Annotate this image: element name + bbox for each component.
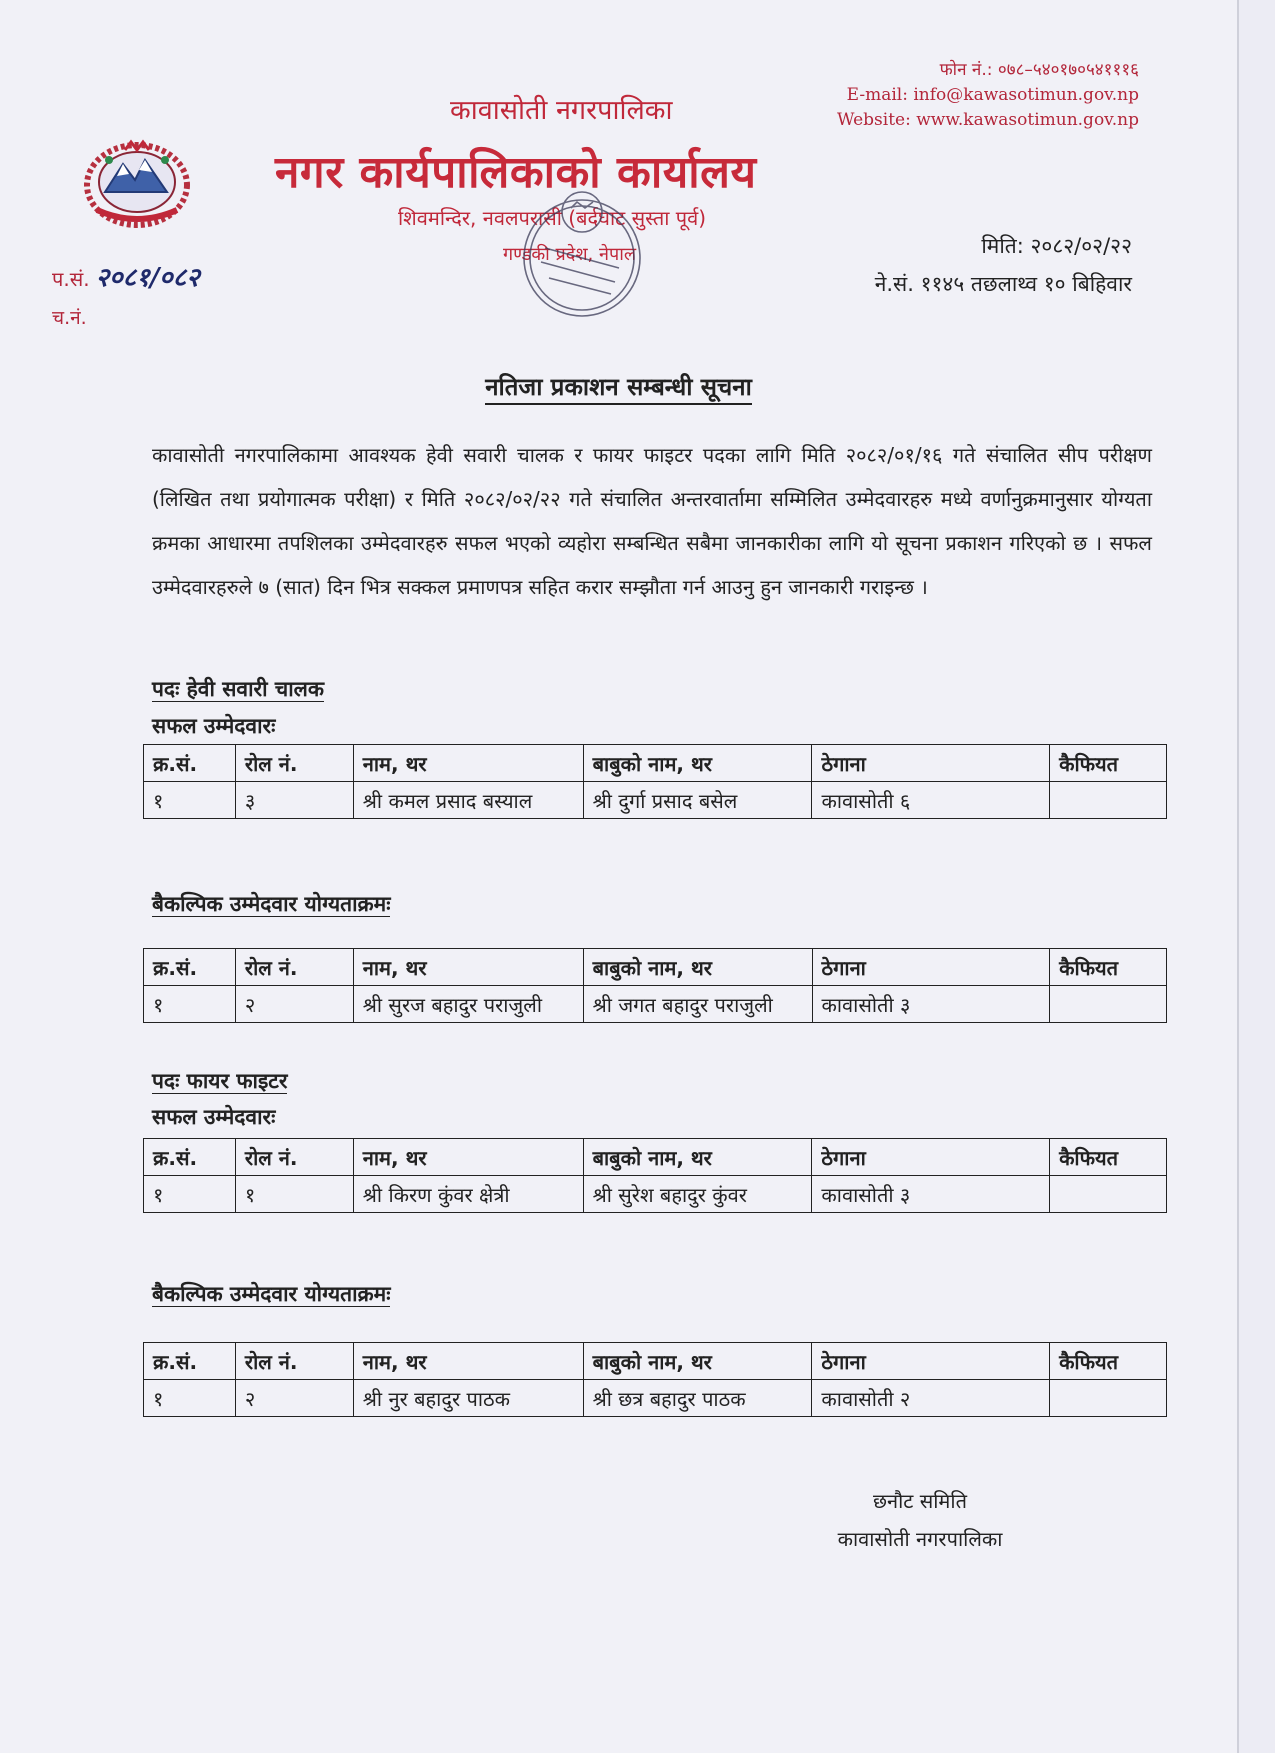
nepal-emblem-icon xyxy=(75,130,200,230)
website-address: Website: www.kawasotimun.gov.np xyxy=(837,110,1139,130)
alternate-label: बैकल्पिक उम्मेदवार योग्यताक्रमः xyxy=(152,892,391,916)
results-table xyxy=(143,744,1167,819)
committee-name: छनौट समिति xyxy=(873,1489,967,1513)
table-row: १ ३ श्री कमल प्रसाद बस्याल श्री दुर्गा प्रसाद बसेल कावासोती ६ xyxy=(144,782,1167,819)
header-roll: रोल नं. xyxy=(235,745,353,782)
results-table xyxy=(143,1342,1167,1417)
notice-title xyxy=(0,370,1237,403)
header-address: ठेगाना xyxy=(812,745,1050,782)
header-serial: क्र.सं. xyxy=(144,745,236,782)
table-row: १ १ श्री किरण कुंवर क्षेत्री श्री सुरेश बहादुर कुंवर कावासोती ३ xyxy=(144,1176,1167,1213)
address-line-2: गण्डकी प्रदेश, नेपाल xyxy=(503,244,637,265)
contact-info xyxy=(837,58,1139,133)
header-remarks: कैफियत xyxy=(1050,745,1167,782)
table-row: १ २ श्री सुरज बहादुर पराजुली श्री जगत बहादुर पराजुली कावासोती ३ xyxy=(144,986,1167,1023)
date-block xyxy=(875,227,1132,303)
address-line-1: शिवमन्दिर, नवलपरासी (बर्दघाट सुस्ता पूर्व) xyxy=(398,206,707,230)
email-address: E-mail: info@kawasotimun.gov.np xyxy=(846,85,1139,105)
notice-body: कावासोती नगरपालिकामा आवश्यक हेवी सवारी चालक र फायर फाइटर पदका लागि मिति २०८२/०१/१६ गते संचालित सीप परीक्षण (लिखित तथा प्रयोगात्मक परीक्षा) र मिति २०८२/०२/२२ गते संचालित अन्तरवार्तामा सम्मिलित उम्मेदवारहरु मध्ये वर्णानुक्रमानुसार योग्यता क्रमका आधारमा तपशिलका उम्मेदवारहरु सफल भएको व्यहोरा सम्बन्धित सबैमा जानकारीका लागि यो सूचना प्रकाशन गरिएको छ । सफल उम्मेदवारहरुले ७ (सात) दिन भित्र सक्कल प्रमाणपत्र सहित करार सम्झौता गर्न आउनु हुन जानकारी गराइन्छ । xyxy=(152,443,1152,599)
alternate-label: बैकल्पिक उम्मेदवार योग्यताक्रमः xyxy=(152,1282,391,1306)
successful-label: सफल उम्मेदवारः xyxy=(152,714,276,738)
date-line-2: ने.सं. ११४५ तछलाथ्व १० बिहिवार xyxy=(874,272,1132,296)
results-table xyxy=(143,948,1167,1023)
successful-label: सफल उम्मेदवारः xyxy=(152,1105,276,1129)
office-title: नगर कार्यपालिकाको कार्यालय xyxy=(275,147,757,198)
post-heading: पदः फायर फाइटर xyxy=(152,1069,288,1093)
phone-number: फोन नं.: ०७८–५४०१७०५४१११६ xyxy=(939,60,1139,80)
ps-value: २०८१/०८२ xyxy=(95,263,200,293)
municipality-name: कावासोती नगरपालिका xyxy=(450,95,673,126)
header-father-name: बाबुको नाम, थर xyxy=(583,745,812,782)
official-stamp-icon xyxy=(515,178,650,338)
table-header-row xyxy=(144,745,1167,782)
table-header-row: क्र.सं. रोल नं. नाम, थर बाबुको नाम, थर ठेगाना कैफियत xyxy=(144,1139,1167,1176)
ps-label: प.सं. xyxy=(52,267,90,291)
reference-number xyxy=(52,258,200,294)
table-header-row: क्र.सं. रोल नं. नाम, थर बाबुको नाम, थर ठेगाना कैफियत xyxy=(144,1343,1167,1380)
dispatch-number-label: च.नं. xyxy=(52,307,87,329)
results-table xyxy=(143,1138,1167,1213)
post-heading: पदः हेवी सवारी चालक xyxy=(152,677,324,701)
signature-municipality: कावासोती नगरपालिका xyxy=(837,1527,1003,1551)
table-row: १ २ श्री नुर बहादुर पाठक श्री छत्र बहादुर पाठक कावासोती २ xyxy=(144,1380,1167,1417)
date-line-1: मिति: २०८२/०२/२२ xyxy=(981,234,1132,258)
header-name: नाम, थर xyxy=(353,745,583,782)
table-header-row: क्र.सं. रोल नं. नाम, थर बाबुको नाम, थर ठेगाना कैफियत xyxy=(144,949,1167,986)
signature-block xyxy=(790,1482,1050,1558)
notice-title-text: नतिजा प्रकाशन सम्बन्धी सूचना xyxy=(485,373,752,405)
